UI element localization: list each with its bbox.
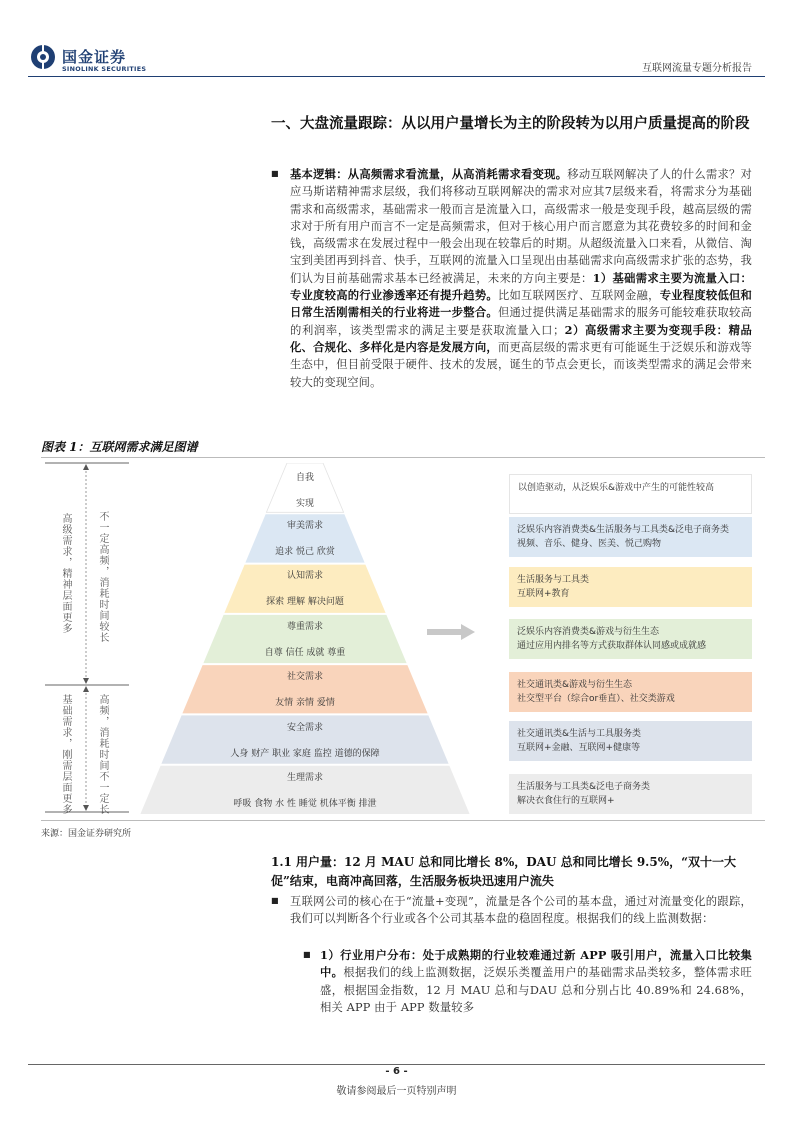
right-box-1: 以创造驱动，从泛娱乐&游戏中产生的可能性较高	[509, 474, 752, 514]
level-3-text: 认知需求 探索 理解 解决问题	[266, 571, 344, 607]
para1-bold-b: 1）基础需求主要为流量入口：专业度较高的行业渗透率还有提升趋势。	[290, 270, 752, 303]
para1-bold-f: 2）高级需求主要为变现手段：精品化、合规化、多样化是内容是发展方向，	[290, 322, 752, 354]
disclaimer-note: 敬请参阅最后一页特别声明	[336, 1086, 457, 1097]
para1-bold-d: 专业程度较低但和日常生活刚需相关的行业将进一步整合。	[290, 288, 753, 320]
right-box-6: 社交通讯类&生活与工具服务类 互联网+金融、互联网+健康等	[509, 721, 752, 761]
figure-top-rule	[41, 457, 765, 458]
figure-title: 图表 1：互联网需求满足图谱	[41, 440, 198, 454]
para3-bold: 1）行业用户分布：处于成熟期的行业较难通过新 APP 吸引用户，流量入口比较集中。	[320, 948, 752, 980]
right-box-7: 生活服务与工具类&泛电子商务类 解决衣食住行的互联网+	[509, 774, 752, 814]
level-6-text: 安全需求 人身 财产 职业 家庭 监控 道德的保障	[230, 723, 380, 759]
basic-logic-paragraph	[290, 166, 752, 391]
company-name-en: SINOLINK SECURITIES	[62, 65, 147, 73]
lower-left-label-a: 基础需求，刚需层面更多	[60, 694, 71, 815]
needs-pyramid	[140, 463, 470, 815]
level-4-text: 尊重需求 自尊 信任 成就 尊重	[264, 622, 346, 658]
level-7-text: 生理需求 呼吸 食物 水 性 睡觉 机体平衡 排泄	[233, 773, 377, 809]
right-box-3: 生活服务与工具类 互联网+教育	[509, 567, 752, 607]
section-title: 一、大盘流量跟踪：从以用户量增长为主的阶段转为以用户质量提高的阶段	[271, 115, 750, 132]
right-box-5: 社交通讯类&游戏与衍生生态 社交型平台（综合or垂直）、社交类游戏	[509, 672, 752, 712]
company-name-cn: 国金证券	[62, 48, 127, 66]
right-arrow-icon	[427, 624, 475, 640]
level-1-text: 自我 实现	[295, 473, 314, 509]
right-box-4: 泛娱乐内容消费类&游戏与衍生生态 通过应用内排名等方式获取群体认同感或成就感	[509, 619, 752, 659]
figure-source: 来源：国金证券研究所	[41, 829, 132, 839]
para1-text-c: 比如互联网医疗、互联网金融，	[497, 289, 660, 303]
para1-text-g: 而更高层级的需求更有可能诞生于泛娱乐和游戏等生态中，但目前受限于硬件、技术的发展，诞生的节点会更长，而该类型需求的满足会带来较大的变现空间。	[290, 340, 752, 389]
bullet-icon: ■	[271, 896, 279, 905]
level-2-text: 审美需求 追求 悦己 欣赏	[275, 521, 335, 557]
page-number: - 6 -	[385, 1066, 408, 1077]
level-5-text: 社交需求 友情 亲情 爱情	[275, 672, 335, 708]
upper-left-label-b: 不一定高频，消耗时间较长	[97, 511, 108, 643]
bullet-icon: ■	[271, 169, 279, 178]
subsection-title: 1.1 用户量：12 月 MAU 总和同比增长 8%，DAU 总和同比增长 9.5%，“双十一大促”结束，电商冲高回落，生活服务板块迅速用户流失	[271, 855, 736, 888]
side-guides	[42, 461, 132, 815]
para1-lead: 基本逻辑：从高频需求看流量，从高消耗需求看变现。	[290, 167, 568, 181]
industry-distribution-paragraph	[320, 947, 752, 1016]
bullet-icon: ■	[303, 950, 311, 959]
right-box-2: 泛娱乐内容消费类&生活服务与工具类&泛电子商务类 视频、音乐、健身、医美、悦己购物	[509, 517, 752, 557]
para1-text-a: 移动互联网解决了人的什么需求？对应马斯诺精神需求层级，我们将移动互联网解决的需求对应其7层级来看，将需求分为基础需求和高级需求，基础需求一般而言是流量入口，高级需求一般是变现手段，越高层级的需求对于所有用户而言不一定是高频需求，但对于核心用户而言愿意为其花费较多的时间和金钱，高级需求在发展过程中一般会出现在较靠后的时期。从超级流量入口来看，从微信、淘宝到美团再到抖音、快手，互联网的流量入口呈现出由基础需求向高级需求扩张的态势，我们认为目前基础需求基本已经被满足，未来的方向主要是：	[290, 168, 752, 285]
figure-bottom-rule	[41, 820, 765, 821]
para3-text: 根据我们的线上监测数据，泛娱乐类覆盖用户的基础需求品类较多，整体需求旺盛，根据国金指数，12 月 MAU 总和与DAU 总和分别占比 40.89%和 24.68%，相关 APP 由于 APP 数量较多	[320, 966, 752, 1014]
header-divider	[28, 76, 765, 77]
flow-intro-paragraph: 互联网公司的核心在于“流量+变现”，流量是各个公司的基本盘，通过对流量变化的跟踪，我们可以判断各个行业或各个公司其基本盘的稳固程度。根据我们的线上监测数据：	[290, 895, 752, 926]
demand-side-labels	[42, 461, 132, 815]
para1-text-e: 但通过提供满足基础需求的服务可能较难获取较高的利润率，该类型需求的满足主要是获取流量入口；	[290, 306, 752, 337]
company-logo-icon	[30, 44, 56, 70]
lower-left-label-b: 高频，消耗时间不一定长	[97, 694, 108, 815]
report-title: 互联网流量专题分析报告	[642, 63, 752, 74]
upper-left-label-a: 高级需求，精神层面更多	[60, 513, 71, 634]
footer-divider	[28, 1064, 765, 1065]
